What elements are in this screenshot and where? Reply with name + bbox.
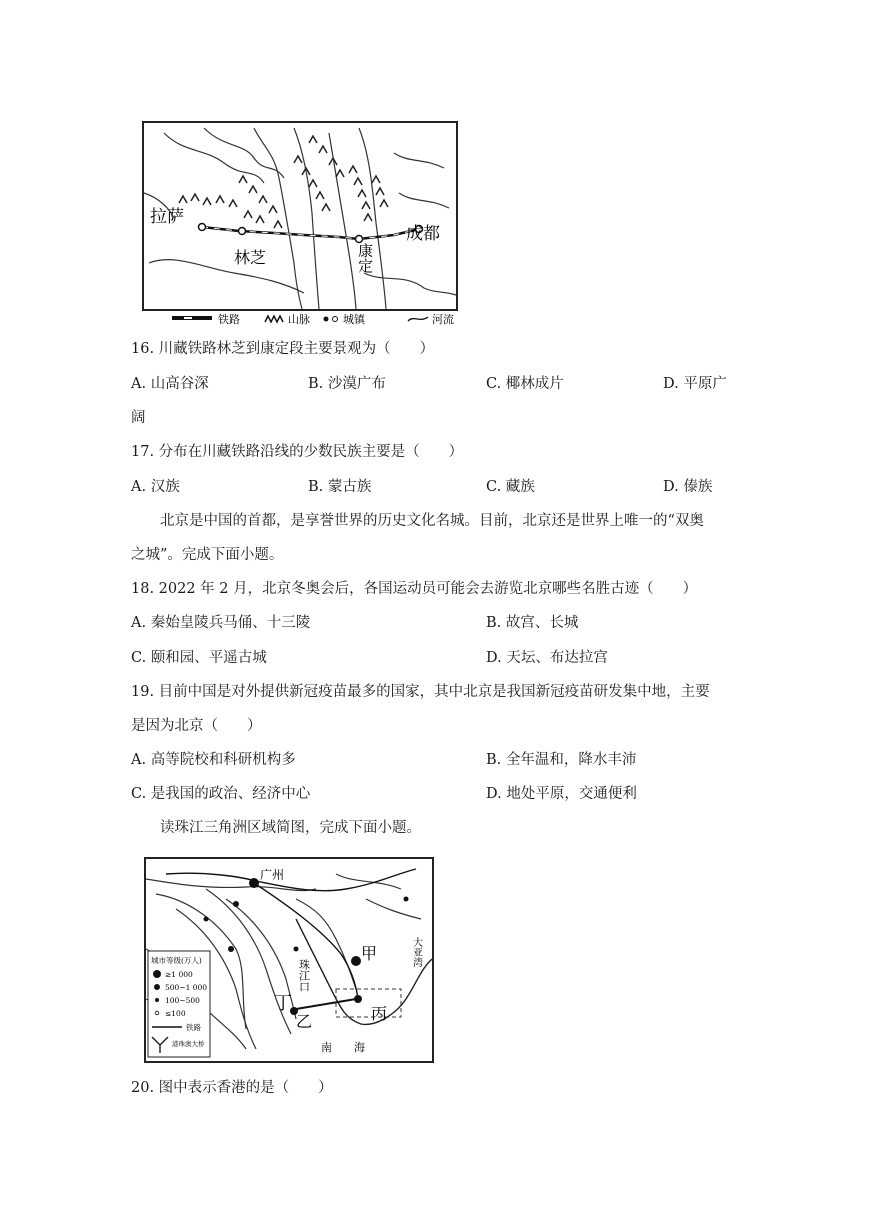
legend2-l1: ≥1 000: [165, 970, 193, 979]
label-estuary: 珠江口: [297, 959, 311, 992]
label-yi: 乙: [296, 1012, 313, 1031]
legend-river: 河流: [432, 313, 454, 326]
q19-option-c[interactable]: C. 是我国的政治、经济中心: [131, 786, 311, 802]
label-bing: 丙: [371, 1004, 388, 1023]
q17-option-d[interactable]: D. 傣族: [663, 479, 713, 495]
lhasa-marker: [199, 224, 206, 231]
q16-option-a[interactable]: A. 山高谷深: [131, 376, 209, 392]
beijing-intro-line1: 北京是中国的首都，是享誉世界的历史文化名城。目前，北京还是世界上唯一的“双奥: [160, 513, 704, 529]
label-bay: 大亚湾: [410, 937, 422, 967]
map1-legend: [170, 309, 460, 327]
question-16-stem: 16. 川藏铁路林芝到康定段主要景观为（ ）: [131, 341, 435, 357]
q17-option-c[interactable]: C. 藏族: [486, 479, 535, 495]
label-lhasa: 拉萨: [150, 207, 184, 227]
beijing-intro-line2: 之城”。完成下面小题。: [131, 547, 284, 563]
q19-option-b[interactable]: B. 全年温和，降水丰沛: [486, 752, 637, 768]
label-kangding: 康定: [356, 243, 374, 273]
question-19-stem-line2: 是因为北京（ ）: [131, 718, 262, 734]
question-17-stem: 17. 分布在川藏铁路沿线的少数民族主要是（ ）: [131, 444, 464, 460]
kangding-marker: [356, 236, 363, 243]
sichuan-tibet-map: [142, 121, 458, 311]
label-nyingchi: 林芝: [234, 248, 267, 267]
map2-drawing: [146, 859, 432, 1061]
q18-option-d[interactable]: D. 天坛、布达拉宫: [486, 650, 608, 666]
legend-city: 城镇: [343, 313, 365, 326]
q16-option-d-wrap: 阔: [131, 410, 146, 426]
q16-option-d[interactable]: D. 平原广: [663, 376, 727, 392]
q19-option-a[interactable]: A. 高等院校和科研机构多: [131, 752, 296, 768]
pearl-river-delta-map: [144, 857, 434, 1063]
q18-option-c[interactable]: C. 颐和园、平遥古城: [131, 650, 267, 666]
map1-drawing: [144, 123, 456, 309]
label-chengdu: 成都: [406, 224, 440, 244]
label-guangzhou: 广州: [260, 868, 285, 882]
legend2-rail: 铁路: [186, 1023, 201, 1032]
q18-option-a[interactable]: A. 秦始皇陵兵马俑、十三陵: [131, 615, 311, 631]
guangzhou-marker: [249, 878, 259, 888]
q17-option-b[interactable]: B. 蒙古族: [308, 479, 372, 495]
bing-marker: [354, 995, 362, 1003]
legend2-bridge: 港珠澳大桥: [172, 1040, 205, 1048]
question-18-stem: 18. 2022 年 2 月，北京冬奥会后，各国运动员可能会去游览北京哪些名胜古迹（ ）: [131, 581, 698, 597]
legend-mountain: 山脉: [288, 313, 310, 326]
legend-railway: 铁路: [218, 313, 240, 326]
question-19-stem-line1: 19. 目前中国是对外提供新冠疫苗最多的国家，其中北京是我国新冠疫苗研发集中地，主要: [131, 684, 710, 700]
label-ding: 丁: [274, 993, 292, 1014]
prd-intro: 读珠江三角洲区域简图，完成下面小题。: [160, 820, 421, 836]
label-sea: 南 海: [321, 1041, 365, 1054]
nyingchi-marker: [239, 228, 246, 235]
q18-option-b[interactable]: B. 故宫、长城: [486, 615, 579, 631]
legend2-l3: 100~500: [165, 996, 200, 1005]
legend2-l4: ≤100: [165, 1009, 186, 1018]
q16-option-c[interactable]: C. 椰林成片: [486, 376, 564, 392]
q16-option-b[interactable]: B. 沙漠广布: [308, 376, 386, 392]
question-20-stem: 20. 图中表示香港的是（ ）: [131, 1080, 333, 1096]
label-jia: 甲: [361, 944, 378, 963]
q19-option-d[interactable]: D. 地处平原，交通便利: [486, 786, 637, 802]
legend2-title: 城市等级(万人): [151, 956, 202, 965]
legend2-l2: 500~1 000: [165, 983, 208, 992]
q17-option-a[interactable]: A. 汉族: [131, 479, 180, 495]
jia-marker: [351, 956, 361, 966]
